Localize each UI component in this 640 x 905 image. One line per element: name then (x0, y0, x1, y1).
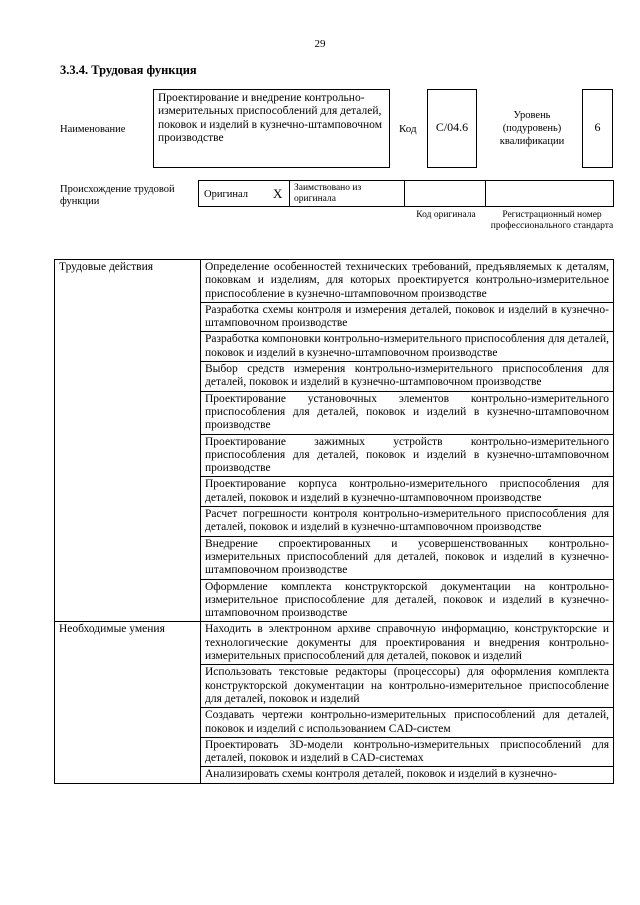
code-original-label: Код оригинала (416, 210, 476, 220)
origin-row (198, 180, 614, 207)
table-cell: Использовать текстовые редакторы (процессоры) для оформления комплекта конструкторской документации на контрольно-измерительное приспособление для деталей, поковок и изделий (201, 665, 614, 708)
table-cell: Проектирование корпуса контрольно-измерительного приспособления для деталей, поковок и изделий в кузнечно-штамповочном производстве (201, 477, 614, 507)
function-name-box: Проектирование и внедрение контрольно-измерительных приспособлений для деталей, поковок и изделий в кузнечно-штамповочном производстве (153, 89, 390, 168)
table-cell: Разработка схемы контроля и измерения деталей, поковок и изделий в кузнечно-штамповочном производстве (201, 302, 614, 332)
borrowed-label: Заимствовано из оригинала (294, 183, 362, 204)
table-cell: Определение особенностей технических требований, предъявляемых к деталям, поковкам и изделиям, для которых проектируется контрольно-измерительное приспособление в кузнечно-штамповочном производстве (201, 260, 614, 303)
section-title: Трудовые действия (55, 260, 201, 622)
original-label: Оригинал (204, 189, 248, 200)
name-label: Наименование (60, 124, 126, 135)
table-cell: Проектирование установочных элементов контрольно-измерительного приспособления для деталей, поковок и изделий в кузнечно-штамповочном производстве (201, 391, 614, 434)
table-cell: Проектировать 3D-модели контрольно-измерительных приспособлений для деталей, поковок и изделий в CAD-системах (201, 737, 614, 767)
table-cell: Проектирование зажимных устройств контрольно-измерительного приспособления для деталей, поковок и изделий в кузнечно-штамповочном производстве (201, 434, 614, 477)
function-table (54, 259, 614, 784)
origin-divider (289, 180, 290, 207)
table-cell: Оформление комплекта конструкторской документации на контрольно-измерительное приспособление для деталей, поковок и изделий в кузнечно-штамповочном производстве (201, 579, 614, 622)
origin-label: Происхождение трудовой функции (60, 184, 175, 207)
origin-divider (404, 180, 405, 207)
code-label: Код (399, 123, 417, 135)
table-cell: Разработка компоновки контрольно-измерительного приспособления для деталей, поковок и изделий в кузнечно-штамповочном производстве (201, 332, 614, 362)
origin-divider (485, 180, 486, 207)
section-heading: 3.3.4. Трудовая функция (60, 63, 197, 77)
original-mark: X (273, 186, 283, 201)
table-row (55, 260, 614, 303)
section-title: Необходимые умения (55, 622, 201, 783)
reg-number-label: Регистрационный номер профессионального стандарта (490, 210, 614, 231)
code-value-box: C/04.6 (427, 89, 477, 168)
table-row (55, 622, 614, 665)
table-cell: Анализировать схемы контроля деталей, поковок и изделий в кузнечно- (201, 767, 614, 783)
page-number: 29 (314, 38, 326, 50)
table-cell: Внедрение спроектированных и усовершенствованных контрольно-измерительных приспособлений для деталей, поковок и изделий в кузнечно-штамповочном производстве (201, 536, 614, 579)
table-cell: Находить в электронном архиве справочную информацию, конструкторские и технологические документы для проектирования и внедрения контрольно-измерительных приспособлений для деталей, поковок и изделий (201, 622, 614, 665)
table-cell: Расчет погрешности контроля контрольно-измерительного приспособления для деталей, поковок и изделий в кузнечно-штамповочном производстве (201, 507, 614, 537)
level-value-box: 6 (582, 89, 613, 168)
table-cell: Создавать чертежи контрольно-измерительных приспособлений для деталей, поковок и изделий с использованием CAD-систем (201, 708, 614, 738)
level-label: Уровень (подуровень) квалификации (499, 110, 565, 147)
table-cell: Выбор средств измерения контрольно-измерительного приспособления для деталей, поковок и изделий в кузнечно-штамповочном производстве (201, 362, 614, 392)
